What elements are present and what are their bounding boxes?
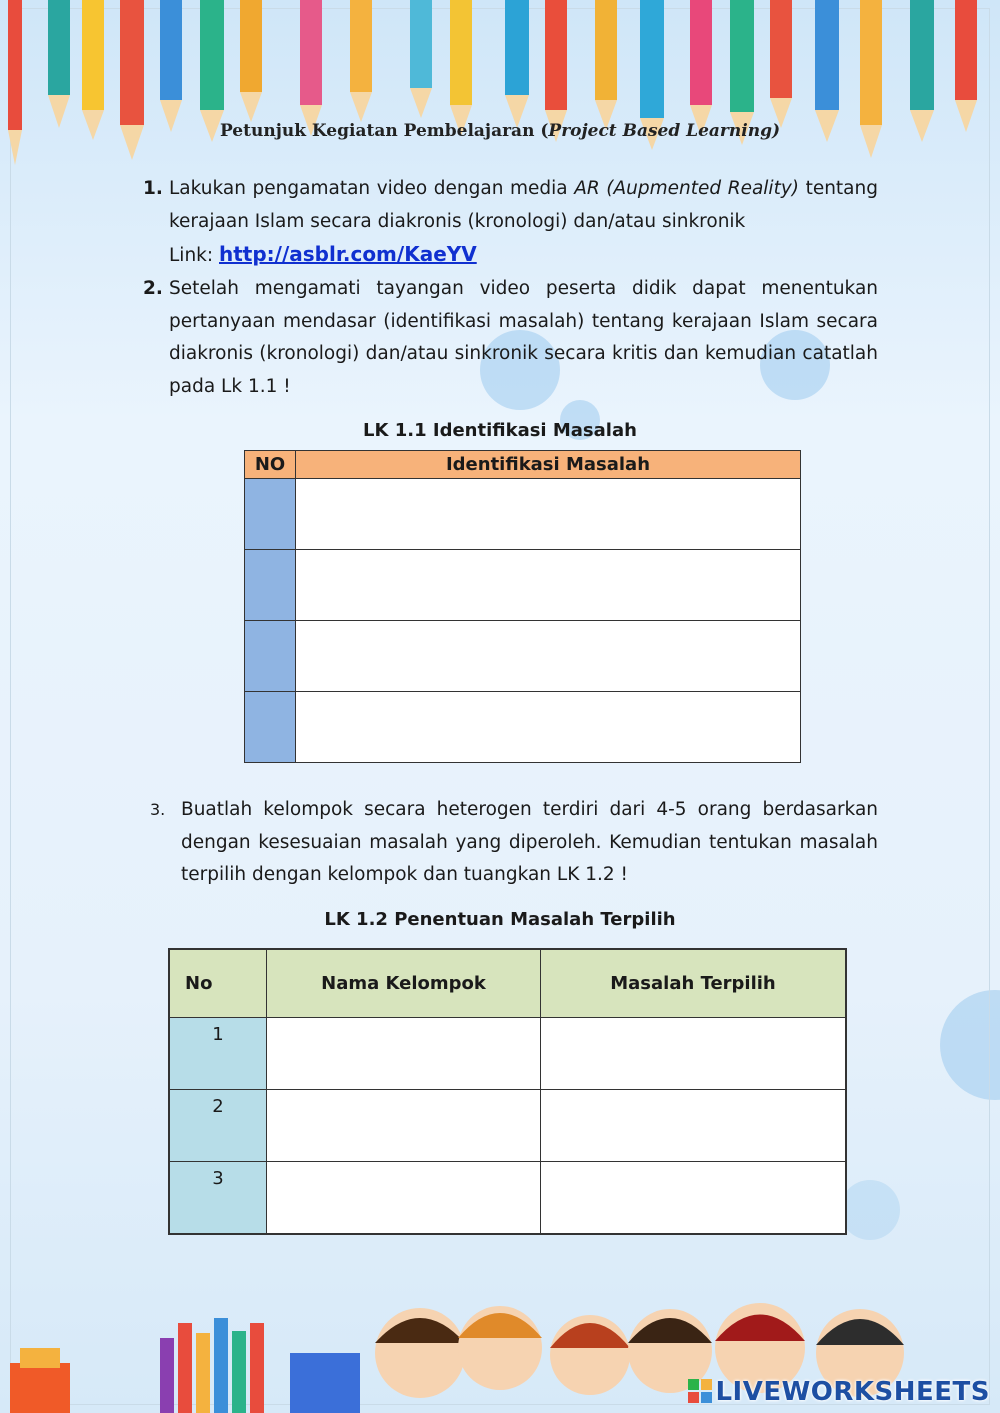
- instruction-number: 1.: [143, 178, 163, 199]
- instruction-italic: AR (Aupmented Reality): [574, 178, 799, 199]
- row-number: 1: [169, 1018, 267, 1090]
- table-row: [169, 1018, 846, 1090]
- table-row: [245, 692, 801, 763]
- video-link[interactable]: http://asblr.com/KaeYV: [219, 242, 477, 266]
- instruction-text: Setelah mengamati tayangan video peserta didik dapat menentukan pertanyaan mendasar (identifikasi masalah) tentang kerajaan Islam secara diakronis (kronologi) dan/atau sinkronik secara kritis dan kemudian catatlah pada Lk 1.1 !: [169, 278, 878, 397]
- nama-kelompok-cell[interactable]: [267, 1162, 541, 1235]
- header-masalah-terpilih: Masalah Terpilih: [541, 949, 847, 1018]
- no-cell: [245, 621, 296, 692]
- instruction-2: [143, 273, 878, 403]
- instruction-1: [143, 173, 878, 273]
- instruction-3: [150, 794, 878, 892]
- row-number: 2: [169, 1090, 267, 1162]
- table-header-row: [245, 451, 801, 479]
- nama-kelompok-cell[interactable]: [267, 1018, 541, 1090]
- no-cell: [245, 550, 296, 621]
- liveworksheets-brand: [688, 1377, 990, 1407]
- no-cell: [245, 479, 296, 550]
- liveworksheets-logo-icon: [688, 1379, 712, 1403]
- masalah-terpilih-cell[interactable]: [541, 1018, 847, 1090]
- heading-main: Petunjuk Kegiatan Pembelajaran (: [219, 121, 549, 141]
- instruction-text: tentang kerajaan Islam secara diakronis (kronologi) dan/atau sinkronik: [169, 178, 878, 232]
- pencils-decoration: [0, 0, 1000, 200]
- masalah-terpilih-cell[interactable]: [541, 1090, 847, 1162]
- table-row: [169, 1162, 846, 1235]
- table1-caption: LK 1.1 Identifikasi Masalah: [363, 420, 637, 441]
- masalah-terpilih-cell[interactable]: [541, 1162, 847, 1235]
- link-label: Link:: [169, 245, 219, 266]
- no-cell: [245, 692, 296, 763]
- instruction-number: 3.: [150, 800, 166, 819]
- table-row: [245, 550, 801, 621]
- identifikasi-masalah-table: [244, 450, 801, 763]
- header-no: No: [169, 949, 267, 1018]
- instruction-text: Buatlah kelompok secara heterogen terdiri dari 4-5 orang berdasarkan dengan kesesuaian masalah yang diperoleh. Kemudian tentukan masalah terpilih dengan kelompok dan tuangkan LK 1.2 !: [181, 799, 878, 885]
- penentuan-masalah-table: [168, 948, 847, 1235]
- table-row: [245, 479, 801, 550]
- answer-cell[interactable]: [296, 621, 801, 692]
- heading-italic: Project Based Learning): [548, 121, 780, 141]
- nama-kelompok-cell[interactable]: [267, 1090, 541, 1162]
- header-nama-kelompok: Nama Kelompok: [267, 949, 541, 1018]
- brand-text: LIVEWORKSHEETS: [715, 1377, 990, 1407]
- table2-caption: LK 1.2 Penentuan Masalah Terpilih: [324, 909, 676, 930]
- table-row: [169, 1090, 846, 1162]
- instruction-text: Lakukan pengamatan video dengan media: [169, 178, 575, 199]
- page-heading: [0, 121, 1000, 141]
- answer-cell[interactable]: [296, 692, 801, 763]
- table-header-row: [169, 949, 846, 1018]
- header-identifikasi: Identifikasi Masalah: [296, 451, 801, 479]
- row-number: 3: [169, 1162, 267, 1235]
- answer-cell[interactable]: [296, 479, 801, 550]
- table-row: [245, 621, 801, 692]
- answer-cell[interactable]: [296, 550, 801, 621]
- instruction-number: 2.: [143, 278, 163, 299]
- header-no: NO: [245, 451, 296, 479]
